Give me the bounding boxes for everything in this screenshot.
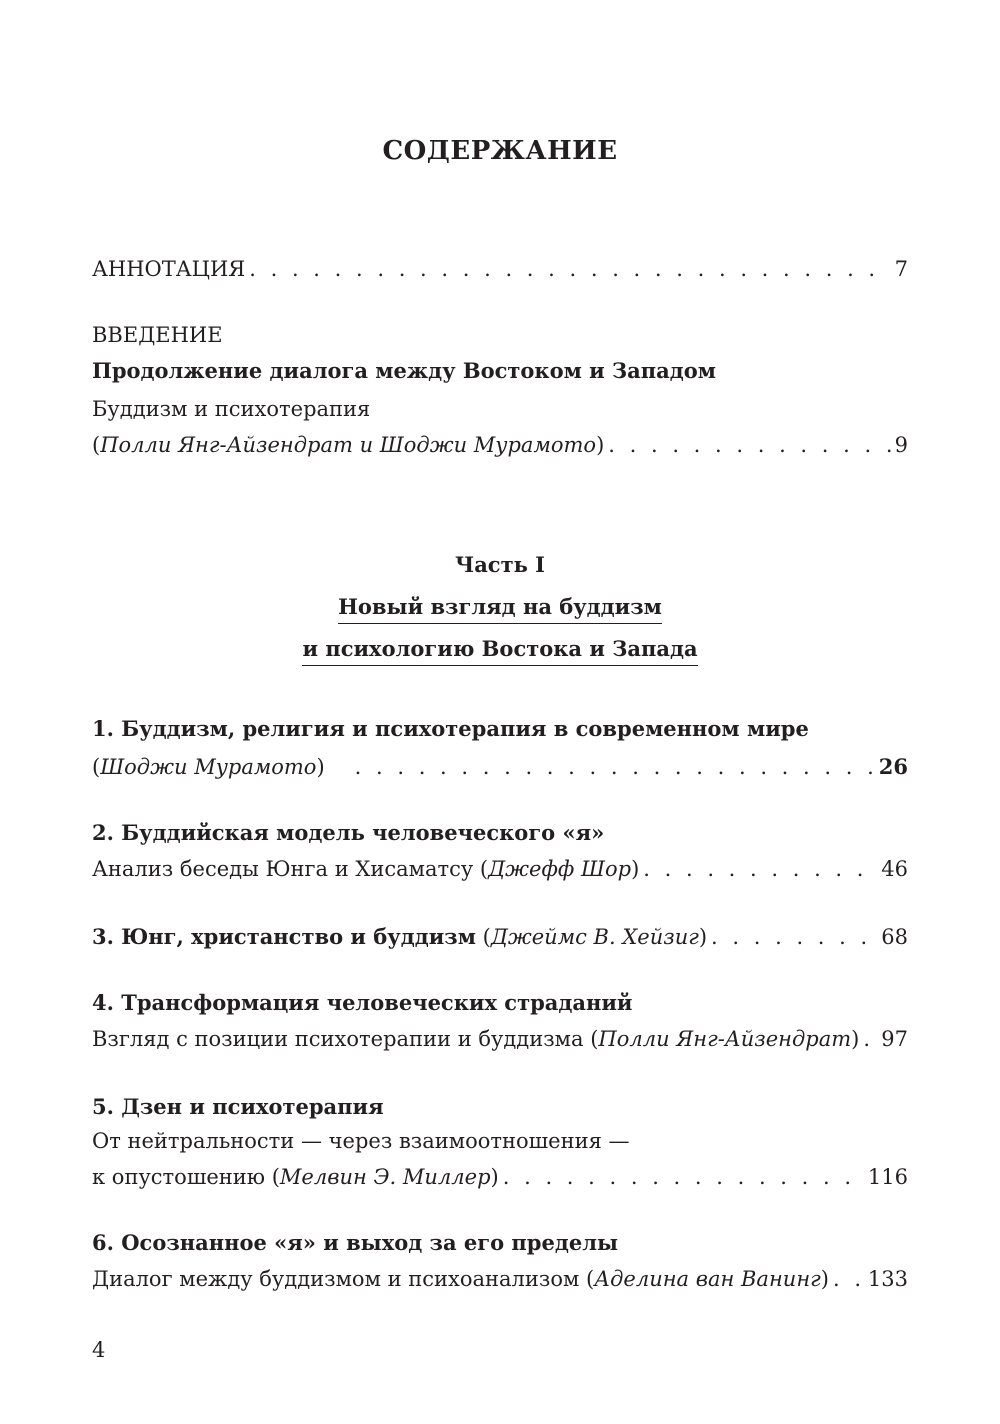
chapter-2-title[interactable]: 2. Буддийская модель человеческого «я» [92,820,605,845]
toc-entry-intro[interactable] [92,430,908,460]
toc-entry-chapter-1[interactable] [92,752,908,782]
toc-entry-subtitle: Диалог между буддизмом и психоанализом (Аделина ван Ванинг) [92,1267,829,1291]
dot-leader [249,254,890,284]
toc-entry-chapter-2[interactable] [92,854,908,884]
toc-entry-chapter-3[interactable] [92,922,908,952]
chapter-4-title[interactable]: 4. Трансформация человеческих страданий [92,990,633,1015]
dot-leader [643,854,877,884]
dot-leader [833,1264,864,1294]
toc-entry-annotation[interactable] [92,254,908,284]
toc-entry-author: (Полли Янг-Айзендрат и Шоджи Мурамото) [92,433,605,457]
dot-leader [863,1024,877,1054]
chapter-5-title[interactable]: 5. Дзен и психотерапия [92,1094,384,1119]
part-label: Часть I [455,552,545,577]
toc-page-number: 7 [894,257,908,281]
toc-entry-subtitle: к опустошению (Мелвин Э. Миллер) [92,1165,499,1189]
toc-page-number: 97 [881,1027,908,1051]
dot-leader [503,1162,864,1192]
page-title: СОДЕРЖАНИЕ [382,136,618,166]
intro-heading[interactable]: Продолжение диалога между Востоком и Западом [92,358,717,383]
toc-page-number: 116 [867,1165,908,1189]
dot-leader [711,922,877,952]
toc-entry-chapter-5[interactable] [92,1162,908,1192]
dot-leader [355,752,875,782]
part-title-line-2: и психологию Востока и Запада [0,634,1000,666]
toc-page-number: 26 [878,754,908,779]
toc-entry-label: АННОТАЦИЯ [92,257,246,281]
toc-page-number: 133 [867,1267,908,1291]
toc-entry-chapter-6[interactable] [92,1264,908,1294]
toc-entry-subtitle: Взгляд с позиции психотерапии и буддизма (Полли Янг-Айзендрат) [92,1027,860,1051]
chapter-1-title[interactable]: 1. Буддизм, религия и психотерапия в современном мире [92,716,809,741]
dot-leader [608,430,890,460]
toc-entry-author: (Шоджи Мурамото) [92,755,325,779]
intro-subtitle: Буддизм и психотерапия [92,397,371,421]
intro-label: ВВЕДЕНИЕ [92,323,223,347]
chapter-6-title[interactable]: 6. Осознанное «я» и выход за его пределы [92,1230,619,1255]
page-number: 4 [92,1338,106,1362]
chapter-5-subtitle: От нейтральности — через взаимоотношения — [92,1129,630,1153]
toc-page-number: 9 [894,433,908,457]
part-title-line-1: Новый взгляд на буддизм [0,592,1000,624]
toc-entry-chapter-4[interactable] [92,1024,908,1054]
toc-page-number: 46 [881,857,908,881]
toc-entry-subtitle: Анализ беседы Юнга и Хисаматсу (Джефф Шор) [92,857,640,881]
toc-page-number: 68 [881,925,908,949]
toc-entry-title: 3. Юнг, христанство и буддизм (Джеймс В. Хейзиг) [92,924,708,949]
